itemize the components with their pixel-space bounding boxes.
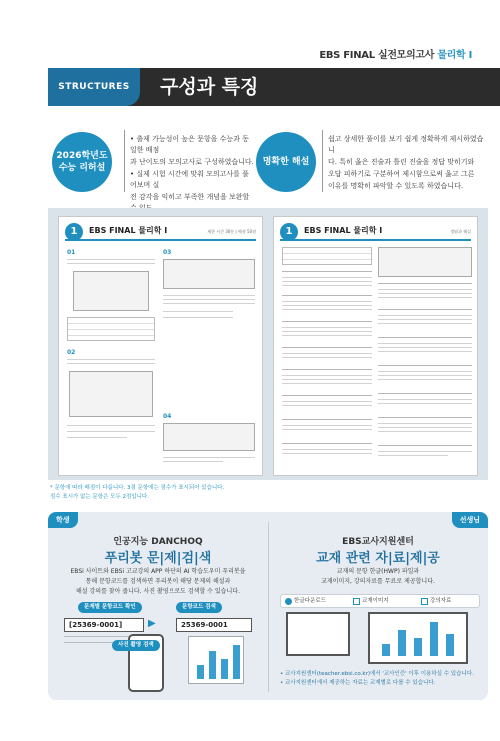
text-line [282,453,372,454]
text-line [67,363,155,364]
answer-number: 1 [280,223,298,241]
answer-title: EBS FINAL 물리학 Ⅰ [304,226,383,235]
lecture-material-link[interactable] [421,597,451,606]
divider [124,130,125,192]
link-label: 교재이미지 [362,598,389,604]
header-title [319,46,472,61]
teacher-title: 교재 관련 자|료|제|공 [316,551,440,566]
teacher-subtitle: EBS교사지원센터 [342,537,414,547]
desc-line: EBSi 사이트와 EBSi 고교강의 APP 하단의 AI 학습도우미 푸리봇을 [70,568,246,575]
text-line [282,383,372,384]
feature-line: 이유를 명확히 파악할 수 있도록 하였습니다. [328,182,464,190]
text-line [163,311,233,312]
structures-label: STRUCTURES [58,82,130,92]
text-line [378,393,472,394]
text-line [67,431,155,432]
feature-line: 과 난이도의 모의고사로 구성하였습니다. [130,158,254,166]
lecture-preview-icon [368,612,468,664]
hwp-download-link[interactable] [285,597,326,606]
text-line [282,425,372,426]
text-line [282,335,372,336]
desc-line: 통해 문항코드를 검색하면 푸리봇이 해당 문제의 해설과 [85,578,231,585]
text-line [67,359,155,360]
text-line [282,305,372,306]
student-title: 푸리봇 문|제|검|색 [104,551,212,566]
question-number: 03 [163,249,172,256]
text-line [282,271,372,272]
code-search-input[interactable]: 25369-0001 [176,618,252,632]
badge-label: 2026학년도 수능 리허설 [56,151,108,173]
question-box [163,259,255,289]
teacher-description [273,567,483,587]
panel-divider [268,522,269,692]
text-line [282,379,372,380]
text-line [282,405,372,406]
text-line [378,297,472,298]
download-bar [280,594,480,608]
text-line [282,375,372,376]
text-line [163,295,255,296]
text-line [282,295,372,296]
feature-line: 다. 특히 옳은 진술과 틀린 진술을 정답 맞히기와 [328,158,475,166]
text-line [378,417,472,418]
text-line [282,309,372,310]
text-line [378,431,472,432]
text-line [378,351,472,352]
page-title: 구성과 특징 [160,76,259,98]
text-line [378,399,472,400]
subject-name: 물리학 Ⅰ [437,50,472,61]
text-line [378,371,472,372]
exam-number: 1 [65,223,83,241]
text-line [163,317,233,318]
text-line [282,347,372,348]
note-line: • 교사지원센터(teacher.ebsi.co.kr)에서 '교사인증' 이후 이용하실 수 있습니다. [280,671,474,677]
text-line [378,365,472,366]
text-line [282,281,372,282]
sample-pages [48,208,488,480]
text-line [378,379,472,380]
text-line [282,443,372,444]
text-line [163,457,255,458]
feature-line: • 출제 가능성이 높은 문항을 수능과 동일한 배점 [130,135,249,154]
text-line [378,403,472,404]
bottom-panel [48,512,488,700]
desc-line: 해설 강의를 찾아 줍니다. 사진 촬영으로도 검색할 수 있습니다. [76,588,240,595]
text-line [378,293,472,294]
question-figure [163,423,255,451]
feature-desc-explanation [328,134,488,193]
text-line [163,461,223,462]
note-line: * 문항에 따라 배점이 다릅니다. 3점 문항에는 점수가 표시되어 있습니다. [50,485,225,491]
text-line [378,337,472,338]
text-line [67,437,127,438]
text-line [378,319,472,320]
text-line [378,451,472,452]
text-line [67,425,155,426]
text-line [378,315,472,316]
student-tag: 학생 [48,512,78,528]
feature-line: 오답 피하기로 구분하여 제시함으로써 옳고 그른 [328,170,475,178]
note-line: • 교사지원센터에서 제공하는 자료는 교재별로 다를 수 있습니다. [280,680,436,686]
link-label: 강의자료 [430,598,452,604]
note-line: 점수 표시가 없는 문항은 모두 2점입니다. [50,494,149,500]
text-line [282,429,372,430]
text-line [378,375,472,376]
text-line [378,343,472,344]
feature-badge-explanation [256,132,316,192]
question-table [67,317,155,341]
text-line [282,401,372,402]
text-line [378,455,448,456]
text-line [67,259,155,260]
text-line [378,427,472,428]
solution-figure [378,247,472,277]
image-icon [353,598,360,605]
text-line [282,353,372,354]
question-figure [73,271,149,311]
series-name: EBS FINAL 실전모의고사 [319,50,435,61]
result-chart-icon [188,636,244,684]
text-line [282,331,372,332]
text-line [378,289,472,290]
text-line [282,395,372,396]
code-check-pill: 문제별 문항코드 확인 [78,602,142,613]
text-line [282,369,372,370]
feature-badge-rehearsal [52,132,112,192]
textbook-image-link[interactable] [353,597,389,606]
text-line [163,299,255,300]
text-line [282,301,372,302]
photo-search-pill: 사진 촬영 검색 [112,640,160,651]
code-search-pill: 문항코드 검색 [176,602,222,613]
arrow-right-icon: ▶ [148,618,156,629]
desc-line: 교재이미지, 강의자료를 무료로 제공합니다. [321,578,435,585]
teacher-tag: 선생님 [452,512,488,528]
student-subtitle: 인공지능 DANCHOQ [113,537,203,547]
question-figure [69,371,153,417]
teacher-notes [280,670,485,688]
answer-meta: 정답과 해설 [450,229,471,234]
question-number: 04 [163,413,172,420]
text-line [378,323,472,324]
feature-line: • 실제 시험 시간에 맞춰 모의고사를 풀어보며 실 [130,170,249,189]
text-line [378,309,472,310]
desc-line: 교재의 문항 한글(HWP) 파일과 [336,568,420,575]
question-number: 01 [67,249,76,256]
divider [322,130,323,192]
badge-label: 명확한 해설 [262,157,310,167]
text-line [282,285,372,286]
structures-tab [48,68,140,106]
text-line [378,445,472,446]
text-line [378,347,472,348]
text-line [282,449,372,450]
text-line [282,357,372,358]
text-line [282,419,372,420]
text-line [163,303,255,304]
text-line [282,327,372,328]
exam-page-header [65,223,256,241]
download-icon [285,598,292,605]
answer-key-table [282,247,372,265]
text-line [282,277,372,278]
sample-answer-page [273,216,478,476]
text-line [282,321,372,322]
file-icon [421,598,428,605]
text-line [378,283,472,284]
answer-page-header [280,223,471,241]
text-line [67,263,155,264]
link-label: 한글다운로드 [294,598,326,604]
text-line [378,423,472,424]
exam-meta: 제한 시간 30분 | 배점 50점 [207,229,256,234]
feature-line: 쉽고 상세한 풀이를 보기 쉽게 정확하게 제시하였습니 [328,135,484,154]
document-preview-icon [286,612,350,656]
score-note [50,484,224,502]
code-display: [25369-0001] [64,618,144,632]
student-description [53,567,263,597]
sample-exam-page [58,216,263,476]
exam-title: EBS FINAL 물리학 Ⅰ [89,226,168,235]
question-number: 02 [67,349,76,356]
feature-line: 전 감각을 익히고 부족한 개념을 보완할 [130,193,250,201]
